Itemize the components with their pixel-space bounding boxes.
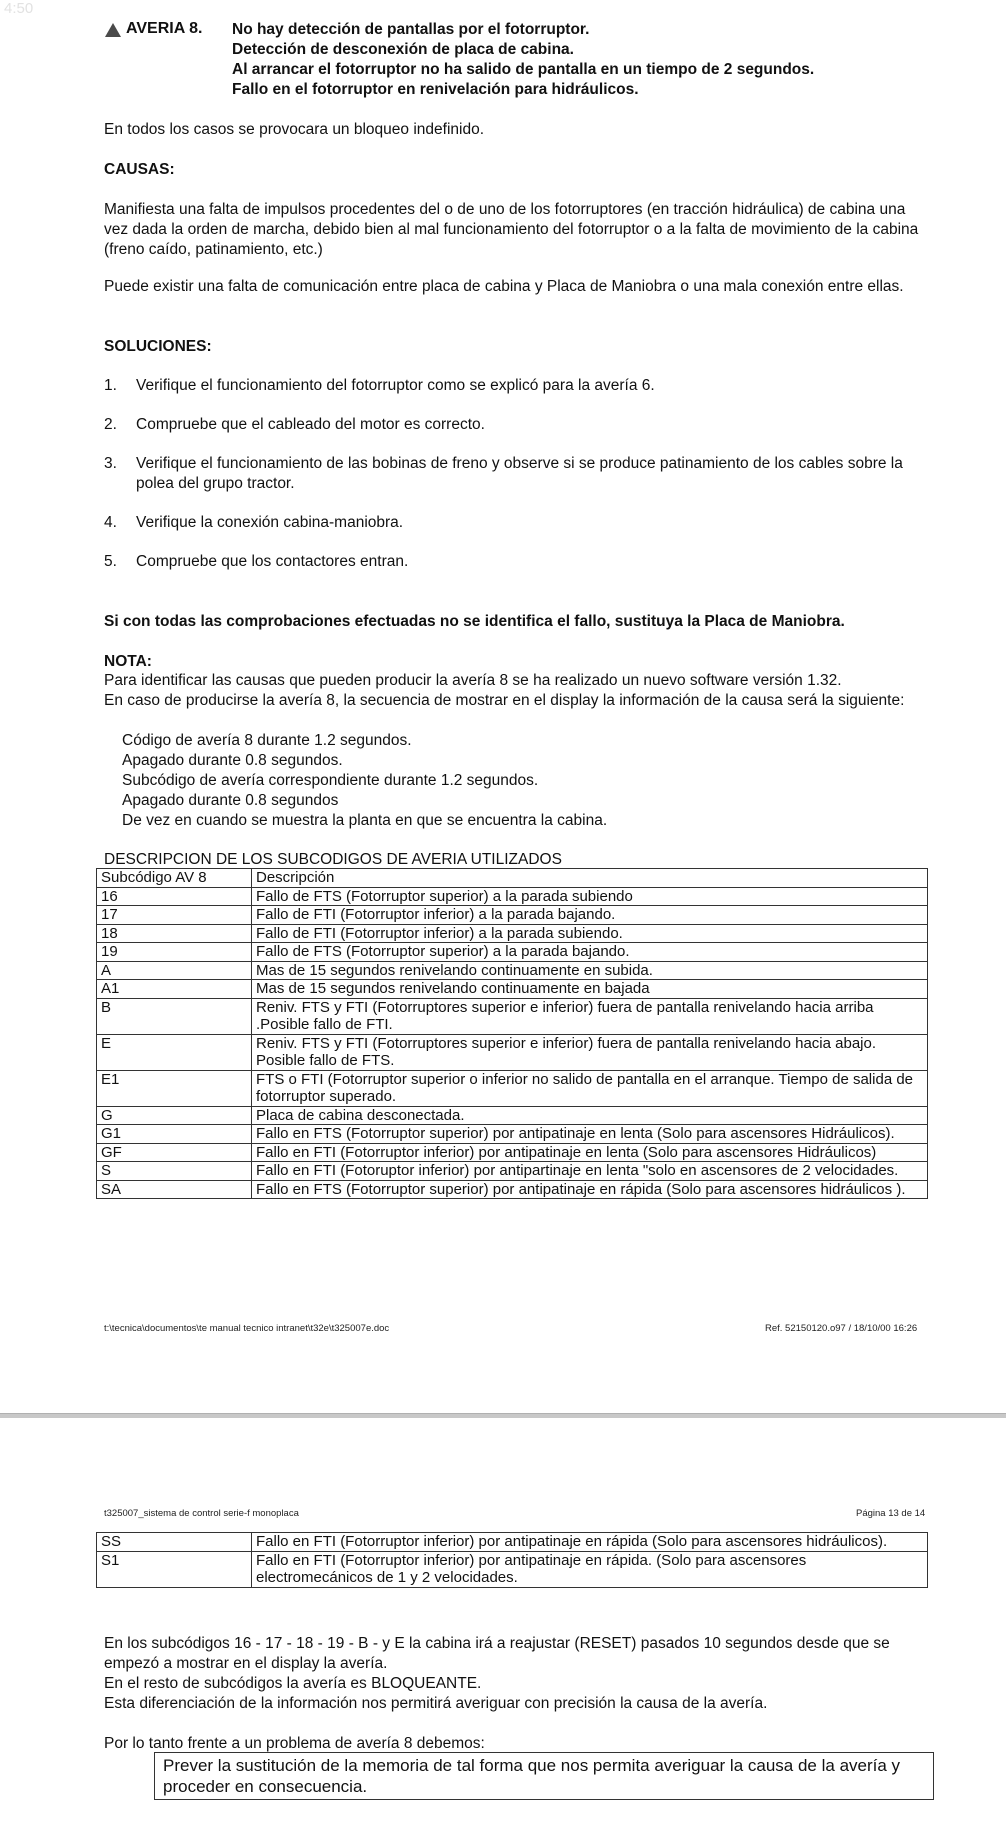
nota-step: De vez en cuando se muestra la planta en que se encuentra la cabina. (122, 812, 608, 829)
table-row (97, 1125, 928, 1144)
subcode-cell: S (97, 1162, 252, 1181)
description-cell: Fallo en FTS (Fotorruptor superior) por antipatinaje en lenta (Solo para ascensores Hidráulicos). (252, 1125, 928, 1144)
table-row (97, 1180, 928, 1199)
table-header-cell: Descripción (252, 869, 928, 888)
page-header-title: t325007_sistema de control serie-f monoplaca (104, 1508, 299, 1519)
description-cell: Fallo de FTS (Fotorruptor superior) a la parada subiendo (252, 887, 928, 906)
symptom-line: Fallo en el fotorruptor en renivelación para hidráulicos. (232, 81, 639, 98)
subcode-cell: GF (97, 1143, 252, 1162)
nota-paragraph-2: En caso de producirse la avería 8, la secuencia de mostrar en el display la información de la causa será la siguiente: (104, 692, 905, 709)
nota-steps (104, 731, 942, 831)
table-title: DESCRIPCION DE LOS SUBCODIGOS DE AVERIA UTILIZADOS (104, 851, 562, 868)
description-cell: Fallo en FTS (Fotorruptor superior) por antipatinaje en rápida (Solo para ascensores hidráulicos ). (252, 1180, 928, 1199)
table-row (97, 924, 928, 943)
closing-paragraph-4: Por lo tanto frente a un problema de avería 8 debemos: (104, 1735, 485, 1752)
footer-path: t:\tecnica\documentos\te manual tecnico intranet\t32e\t325007e.doc (104, 1323, 390, 1334)
subcode-cell: B (97, 998, 252, 1034)
causas-paragraph-1: Manifiesta una falta de impulsos procedentes del o de uno de los fotorruptores (en tracción hidráulica) de cabina una vez dada la orden de marcha, debido bien al mal funcionamiento del fotorruptor o a la falta de movimiento de la cabina (freno caído, patinamiento, etc.) (104, 201, 919, 258)
nota-step: Código de avería 8 durante 1.2 segundos. (122, 732, 412, 749)
description-cell: Mas de 15 segundos renivelando continuamente en subida. (252, 961, 928, 980)
table-row (97, 998, 928, 1034)
description-cell: Fallo en FTI (Fotorruptor inferior) por antipatinaje en lenta (Solo para ascensores Hidráulicos) (252, 1143, 928, 1162)
subcode-cell: A (97, 961, 252, 980)
closing-paragraph-3: Esta diferenciación de la información nos permitirá averiguar con precisión la causa de la avería. (104, 1695, 768, 1712)
closing-paragraph-2: En el resto de subcódigos la avería es BLOQUEANTE. (104, 1675, 482, 1692)
closing-paragraph-1: En los subcódigos 16 - 17 - 18 - 19 - B - y E la cabina irá a reajustar (RESET) pasados 10 segundos desde que se empezó a mostrar en el display la avería. (104, 1635, 890, 1672)
description-cell: Fallo de FTS (Fotorruptor superior) a la parada bajando. (252, 943, 928, 962)
averia-label: AVERIA 8. (126, 20, 203, 37)
description-cell: Reniv. FTS y FTI (Fotorruptores superior e inferior) fuera de pantalla renivelando hacia abajo. Posible fallo de FTS. (252, 1034, 928, 1070)
list-item: 2. Compruebe que el cableado del motor es correcto. (104, 416, 485, 433)
description-cell: Mas de 15 segundos renivelando continuamente en bajada (252, 980, 928, 999)
description-cell: FTS o FTI (Fotorruptor superior o inferior no salido de pantalla en el arranque. Tiempo de salida de fotorruptor superado. (252, 1070, 928, 1106)
list-item: 4. Verifique la conexión cabina-maniobra. (104, 514, 404, 531)
causas-paragraph-2: Puede existir una falta de comunicación entre placa de cabina y Placa de Maniobra o una mala conexión entre ellas. (104, 278, 904, 295)
table-row (97, 887, 928, 906)
table-row (97, 980, 928, 999)
page-divider (0, 1413, 1006, 1418)
page-number: Página 13 de 14 (856, 1508, 926, 1519)
symptom-line: Al arrancar el fotorruptor no ha salido de pantalla en un tiempo de 2 segundos. (232, 61, 815, 78)
soluciones-title: SOLUCIONES: (104, 338, 212, 355)
nota-step: Subcódigo de avería correspondiente durante 1.2 segundos. (122, 772, 539, 789)
subcode-cell: A1 (97, 980, 252, 999)
intro-text: En todos los casos se provocara un bloqueo indefinido. (104, 121, 484, 138)
subcode-cell: SS (97, 1533, 252, 1552)
status-time: 4:50 (4, 0, 34, 17)
table-row (97, 906, 928, 925)
table-row (97, 1070, 928, 1106)
subcode-cell: G1 (97, 1125, 252, 1144)
action-box: Prever la sustitución de la memoria de tal forma que nos permita averiguar la causa de la avería y proceder en consecuencia. (154, 1752, 934, 1800)
footer-ref: Ref. 52150120.o97 / 18/10/00 16:26 (765, 1323, 918, 1334)
table-row (97, 1533, 928, 1552)
subcode-cell: SA (97, 1180, 252, 1199)
subcodes-table (96, 868, 928, 1199)
table-row (97, 1034, 928, 1070)
subcode-cell: E (97, 1034, 252, 1070)
subcode-cell: S1 (97, 1551, 252, 1587)
table-header-row (97, 869, 928, 888)
description-cell: Fallo en FTI (Fotorruptor inferior) por antipatinaje en rápida. (Solo para ascensores electromecánicos de 1 y 2 velocidades. (252, 1551, 928, 1587)
causas-title: CAUSAS: (104, 161, 175, 178)
symptom-line: No hay detección de pantallas por el fotorruptor. (232, 21, 590, 38)
description-cell: Placa de cabina desconectada. (252, 1106, 928, 1125)
soluciones-conclusion: Si con todas las comprobaciones efectuadas no se identifica el fallo, sustituya la Placa de Maniobra. (104, 613, 845, 630)
table-header-cell: Subcódigo AV 8 (97, 869, 252, 888)
subcode-cell: 18 (97, 924, 252, 943)
subcodes-table-continued (96, 1532, 928, 1588)
list-item: 5. Compruebe que los contactores entran. (104, 553, 409, 570)
nota-paragraph-1: Para identificar las causas que pueden producir la avería 8 se ha realizado un nuevo software versión 1.32. (104, 672, 842, 689)
averia-symptoms (232, 20, 814, 100)
nota-title: NOTA: (104, 653, 152, 670)
subcode-cell: G (97, 1106, 252, 1125)
subcode-cell: 16 (97, 887, 252, 906)
description-cell: Fallo de FTI (Fotorruptor inferior) a la parada bajando. (252, 906, 928, 925)
table-row (97, 1143, 928, 1162)
description-cell: Fallo en FTI (Fotorruptor inferior) por antipatinaje en rápida (Solo para ascensores hidráulicos). (252, 1533, 928, 1552)
table-row (97, 943, 928, 962)
nota-step: Apagado durante 0.8 segundos (122, 792, 339, 809)
list-item: 3. Verifique el funcionamiento de las bobinas de freno y observe si se produce patinamiento de los cables sobre la polea del grupo tractor. (104, 455, 903, 492)
table-row (97, 1162, 928, 1181)
description-cell: Reniv. FTS y FTI (Fotorruptores superior e inferior) fuera de pantalla renivelando hacia arriba .Posible fallo de FTI. (252, 998, 928, 1034)
table-row (97, 1106, 928, 1125)
table-row (97, 961, 928, 980)
description-cell: Fallo de FTI (Fotorruptor inferior) a la parada subiendo. (252, 924, 928, 943)
warning-icon (104, 22, 122, 38)
table-row (97, 1551, 928, 1587)
symptom-line: Detección de desconexión de placa de cabina. (232, 41, 574, 58)
subcode-cell: E1 (97, 1070, 252, 1106)
subcode-cell: 17 (97, 906, 252, 925)
nota-step: Apagado durante 0.8 segundos. (122, 752, 343, 769)
soluciones-list (104, 376, 924, 591)
subcode-cell: 19 (97, 943, 252, 962)
list-item: 1. Verifique el funcionamiento del fotorruptor como se explicó para la avería 6. (104, 377, 655, 394)
description-cell: Fallo en FTI (Fotoruptor inferior) por antipartinaje en lenta "solo en ascensores de 2 velocidades. (252, 1162, 928, 1181)
